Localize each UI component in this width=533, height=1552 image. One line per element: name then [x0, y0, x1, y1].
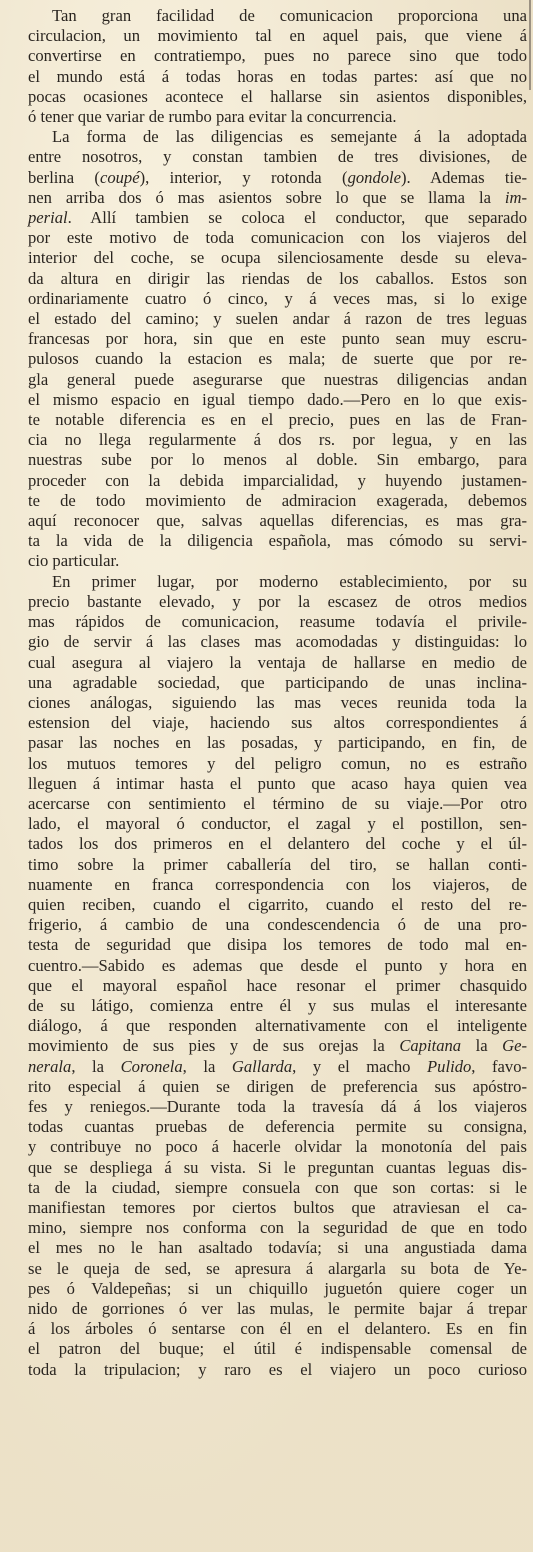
text-line: perial. Allí tambien se coloca el conductor, que separado: [28, 208, 527, 228]
text-line: testa de seguridad que disipa los temores de todo mal en-: [28, 935, 527, 955]
text-line: nen arriba dos ó mas asientos sobre lo que se llama la im-: [28, 187, 527, 207]
text-line: los mutuos temores y del peligro comun, no es estraño: [28, 753, 527, 773]
text-line: el mes no le han asaltado todavía; si una angustiada dama: [28, 1238, 527, 1258]
text-line: te notable diferencia es en el precio, pues en las de Fran-: [28, 410, 527, 430]
text-line: de su látigo, comienza entre él y sus mulas el interesante: [28, 995, 527, 1015]
paragraph: [28, 572, 527, 1380]
text-line: á los árboles ó sentarse con él en el delantero. Es en fin: [28, 1319, 527, 1339]
margin-rule: [529, 0, 531, 90]
text-line: da altura en dirigir las riendas de los caballos. Estos son: [28, 268, 527, 288]
text-line: una agradable sociedad, que participando de unas inclina-: [28, 672, 527, 692]
text-line: gio de servir á las clases mas acomodadas y distinguidas: lo: [28, 632, 527, 652]
text-line: que se despliega á su vista. Si le preguntan cuantas leguas dis-: [28, 1157, 527, 1177]
text-line: tados los dos primeros en el delantero del coche y el úl-: [28, 834, 527, 854]
text-line: nuestras sube por lo menos al doble. Sin embargo, para: [28, 450, 527, 470]
text-line: pocas ocasiones acontece el hallarse sin asientos disponibles,: [28, 86, 527, 106]
text-line: toda la tripulacion; y raro es el viajero un poco curioso: [28, 1359, 527, 1379]
text-line: ta la vida de la diligencia española, mas cómodo su servi-: [28, 531, 527, 551]
text-line: circulacion, un movimiento tal en aquel pais, que viene á: [28, 26, 527, 46]
text-line: movimiento de sus pies y de sus orejas la Capitana la Ge-: [28, 1036, 527, 1056]
text-line: el mismo espacio en igual tiempo dado.—Pero en lo que exis-: [28, 389, 527, 409]
paragraph: [28, 127, 527, 571]
text-line: gla general puede asegurarse que nuestras diligencias andan: [28, 369, 527, 389]
paragraph: [28, 6, 527, 127]
text-line: y contribuye no poco á hacerle olvidar la monotonía del pais: [28, 1137, 527, 1157]
text-line: mino, siempre nos conforma con la seguridad de que en todo: [28, 1218, 527, 1238]
text-line: La forma de las diligencias es semejante á la adoptada: [52, 127, 527, 147]
text-line: berlina (coupé), interior, y rotonda (gondole). Ademas tie-: [28, 167, 528, 187]
text-line: el estado del camino; y suelen andar á razon de tres leguas: [28, 309, 527, 329]
text-line: frigerio, á cambio de una condescendencia ó de una pro-: [28, 915, 527, 935]
text-body: [28, 6, 527, 1380]
text-line: por este motivo de toda comunicacion con los viajeros del: [28, 228, 527, 248]
text-line: convertirse en contratiempo, pues no parece sino que todo: [28, 46, 527, 66]
text-line: cual asegura al viajero la ventaja de hallarse en medio de: [28, 652, 527, 672]
text-line: se le queja de sed, se apresura á alargarla su bota de Ye-: [28, 1258, 527, 1278]
text-line: que el mayoral español hace resonar el primer chasquido: [28, 975, 527, 995]
text-line: cuentro.—Sabido es ademas que desde el punto y hora en: [28, 955, 527, 975]
text-line: nido de gorriones ó ver las mulas, le permite bajar á trepar: [28, 1299, 527, 1318]
text-line: el patron del buque; el útil é indispensable comensal de: [28, 1339, 527, 1359]
text-line: el mundo está á todas horas en todas partes: así que no: [28, 66, 527, 86]
text-line: estension del viaje, haciendo sus altos correspondientes á: [28, 713, 527, 733]
text-line: acercarse con sentimiento el término de su viaje.—Por otro: [28, 793, 527, 813]
text-line: diálogo, á que responden alternativamente con el inteligente: [28, 1016, 527, 1036]
text-line: Tan gran facilidad de comunicacion proporciona una: [52, 6, 527, 25]
text-line: timo sobre la primer caballería del tiro, se hallan conti-: [28, 854, 527, 874]
text-line: lado, el mayoral ó conductor, el zagal y el postillon, sen-: [28, 814, 527, 834]
text-line: mas rápidos de comunicacion, reasume todavía el privile-: [28, 612, 527, 632]
text-line: ó tener que variar de rumbo para evitar la concurrencia.: [28, 107, 397, 127]
text-line: entre nosotros, y constan tambien de tres divisiones, de: [28, 147, 527, 167]
text-line: fes y reniegos.—Durante toda la travesía dá á los viajeros: [28, 1096, 527, 1116]
text-line: quien reciben, cuando el cigarrito, cuando el resto del re-: [28, 894, 527, 914]
text-line: cio particular.: [28, 551, 120, 571]
text-line: ordinariamente cuatro ó cinco, y á veces mas, si lo exige: [28, 288, 527, 308]
text-line: aquí reconocer que, salvas aquellas diferencias, es mas gra-: [28, 511, 527, 531]
text-line: te de todo movimiento de admiracion exagerada, debemos: [28, 490, 527, 510]
text-line: pes ó Valdepeñas; si un chiquillo juguetón quiere coger un: [28, 1278, 527, 1298]
text-line: manifiestan temores por ciertos bultos que atraviesan el ca-: [28, 1197, 527, 1217]
text-line: cia no llega regularmente á dos rs. por legua, y en las: [28, 430, 527, 450]
text-line: En primer lugar, por moderno establecimiento, por su: [52, 571, 527, 591]
text-line: ciones análogas, siguiendo las mas veces reunida toda la: [28, 692, 527, 712]
text-line: todas cuantas pruebas de deferencia permite su consigna,: [28, 1117, 527, 1137]
text-line: pasar las noches en las posadas, y participando, en fin, de: [28, 733, 527, 753]
text-line: proceder con la debida imparcialidad, y huyendo justamen-: [28, 470, 527, 490]
text-line: ta de la ciudad, siempre consuela con que son cortas: si le: [28, 1177, 527, 1197]
text-line: rito especial á quien se dirigen de preferencia sus apóstro-: [28, 1076, 527, 1096]
text-line: lleguen á intimar hasta el punto que acaso haya quien vea: [28, 773, 527, 793]
text-line: francesas por hora, sin que en este punto sean muy escru-: [28, 329, 527, 349]
text-line: nerala, la Coronela, la Gallarda, y el macho Pulido, favo-: [28, 1056, 528, 1076]
text-line: nuamente en franca correspondencia con los viajeros, de: [28, 874, 527, 894]
text-line: interior del coche, se ocupa silenciosamente desde su eleva-: [28, 248, 527, 268]
text-line: precio bastante elevado, y por la escasez de otros medios: [28, 591, 527, 611]
text-line: pulosos cuando la estacion es mala; de suerte que por re-: [28, 349, 527, 369]
